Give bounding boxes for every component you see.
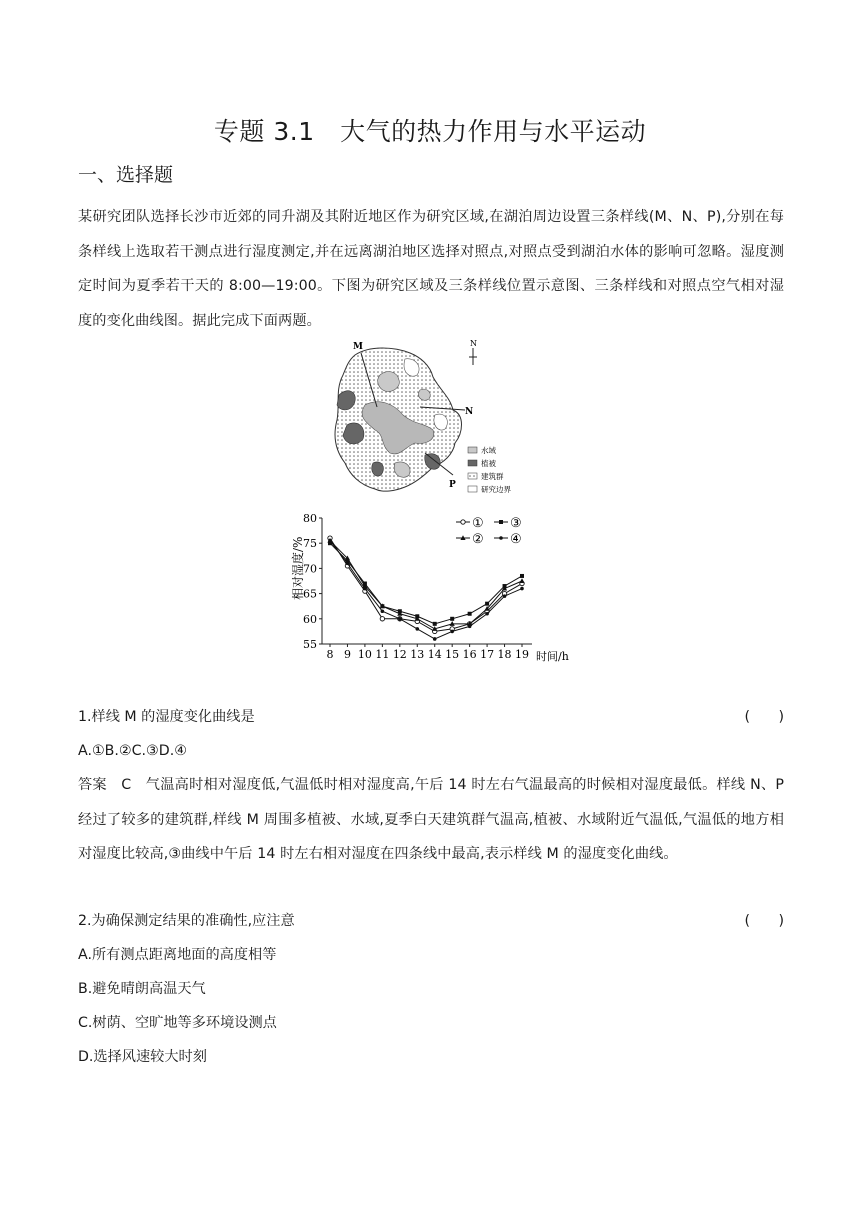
option-c: C.树荫、空旷地等多环境设测点 bbox=[78, 1015, 277, 1031]
data-point bbox=[328, 539, 332, 543]
label-m: M bbox=[353, 342, 363, 352]
x-tick-label: 14 bbox=[427, 648, 442, 661]
x-tick-label: 13 bbox=[410, 648, 425, 661]
x-tick-label: 11 bbox=[375, 648, 390, 661]
question-1-stem: 1.样线 M 的湿度变化曲线是 bbox=[78, 709, 255, 725]
legend-marker bbox=[499, 520, 503, 524]
y-tick-label: 60 bbox=[303, 612, 317, 626]
label-p: P bbox=[449, 480, 456, 490]
series-3 bbox=[328, 541, 524, 626]
answer-explanation: 答案 C 气温高时相对湿度低,气温低时相对湿度高,午后 14 时左右气温最高的时候相对湿度最低。样线 N、P 经过了较多的建筑群,样线 M 周围多植被、水域,夏季白天建筑群气温高,植被、水域附近气温低,气温低的地方相对湿度比较高,③曲线中午后 14 时左右相对湿度在四条线中最高,表示样线 M 的湿度变化曲线。 bbox=[78, 777, 784, 862]
north-label: N bbox=[470, 339, 477, 348]
option-a: A.所有测点距离地面的高度相等 bbox=[78, 947, 277, 963]
data-point bbox=[398, 617, 402, 621]
data-point bbox=[520, 587, 524, 591]
legend-marker bbox=[461, 520, 465, 524]
option-d: D.选择风速较大时刻 bbox=[78, 1049, 207, 1065]
x-tick-label: 12 bbox=[392, 648, 407, 661]
x-tick-label: 9 bbox=[343, 648, 351, 661]
series-4 bbox=[328, 539, 524, 641]
data-point bbox=[380, 617, 384, 621]
label-n: N bbox=[465, 407, 474, 417]
data-point bbox=[346, 562, 350, 566]
data-point bbox=[433, 637, 437, 641]
option-b: B.避免晴朗高温天气 bbox=[78, 981, 206, 997]
data-point bbox=[485, 612, 489, 616]
section-heading: 一、选择题 bbox=[78, 164, 174, 186]
x-tick-label: 16 bbox=[462, 648, 477, 661]
legend-vegetation: 植被 bbox=[481, 459, 496, 468]
data-point bbox=[415, 627, 419, 631]
legend-marker bbox=[499, 536, 503, 540]
legend-label: ① bbox=[472, 516, 484, 531]
legend-buildings: 建筑群 bbox=[481, 472, 504, 481]
question-1-options: A.①B.②C.③D.④ bbox=[78, 743, 187, 759]
series-line bbox=[330, 543, 522, 624]
x-tick-label: 8 bbox=[326, 648, 334, 661]
y-tick-label: 75 bbox=[303, 537, 317, 551]
data-point bbox=[485, 602, 489, 606]
legend-label: ④ bbox=[510, 532, 522, 547]
question-1 bbox=[78, 700, 784, 734]
answer-bracket-2: ( ) bbox=[744, 913, 784, 929]
x-tick-label: 18 bbox=[497, 648, 512, 661]
x-tick-label: 15 bbox=[445, 648, 460, 661]
x-axis-label: 时间/h bbox=[536, 650, 569, 663]
data-point bbox=[519, 578, 524, 583]
y-axis-label: 相对湿度/% bbox=[291, 536, 305, 600]
legend-label: ② bbox=[472, 532, 484, 547]
series-2 bbox=[327, 538, 524, 631]
data-point bbox=[433, 622, 437, 626]
data-point bbox=[363, 587, 367, 591]
series-1 bbox=[328, 536, 524, 634]
page-title: 专题 3.1 大气的热力作用与水平运动 bbox=[213, 117, 647, 146]
x-tick-label: 19 bbox=[515, 648, 529, 661]
study-area-map bbox=[325, 335, 540, 505]
data-point bbox=[468, 625, 472, 629]
humidity-chart bbox=[280, 508, 570, 670]
y-tick-label: 65 bbox=[303, 587, 317, 601]
chart-legend bbox=[456, 516, 522, 547]
y-tick-label: 80 bbox=[303, 512, 317, 525]
data-point bbox=[398, 609, 402, 613]
data-point bbox=[363, 582, 367, 586]
data-point bbox=[450, 630, 454, 634]
series-line bbox=[330, 538, 522, 631]
answer-bracket-1: ( ) bbox=[744, 709, 784, 725]
data-point bbox=[468, 612, 472, 616]
intro-paragraph: 某研究团队选择长沙市近郊的同升湖及其附近地区作为研究区域,在湖泊周边设置三条样线(M、N、P),分别在每条样线上选取若干测点进行湿度测定,并在远离湖泊地区选择对照点,对照点受到湖泊水体的影响可忽略。湿度测定时间为夏季若干天的 8:00—19:00。下图为研究区域及三条样线位置示意图、三条样线和对照点空气相对湿度的变化曲线图。据此完成下面两题。 bbox=[78, 209, 784, 329]
legend-boundary: 研究边界 bbox=[481, 485, 511, 494]
data-point bbox=[520, 574, 524, 578]
question-2-stem: 2.为确保测定结果的准确性,应注意 bbox=[78, 913, 295, 929]
data-point bbox=[503, 594, 507, 598]
data-point bbox=[503, 584, 507, 588]
x-tick-label: 17 bbox=[480, 648, 495, 661]
y-tick-label: 55 bbox=[303, 638, 317, 651]
data-point bbox=[415, 614, 419, 618]
series-line bbox=[330, 541, 522, 629]
data-point bbox=[380, 604, 384, 608]
data-point bbox=[381, 609, 385, 613]
legend-water: 水域 bbox=[481, 446, 496, 455]
legend-label: ③ bbox=[510, 516, 522, 531]
x-tick-label: 10 bbox=[357, 648, 372, 661]
map-legend bbox=[468, 445, 511, 494]
data-point bbox=[450, 617, 454, 621]
y-tick-label: 70 bbox=[303, 562, 317, 576]
question-2 bbox=[78, 904, 784, 938]
